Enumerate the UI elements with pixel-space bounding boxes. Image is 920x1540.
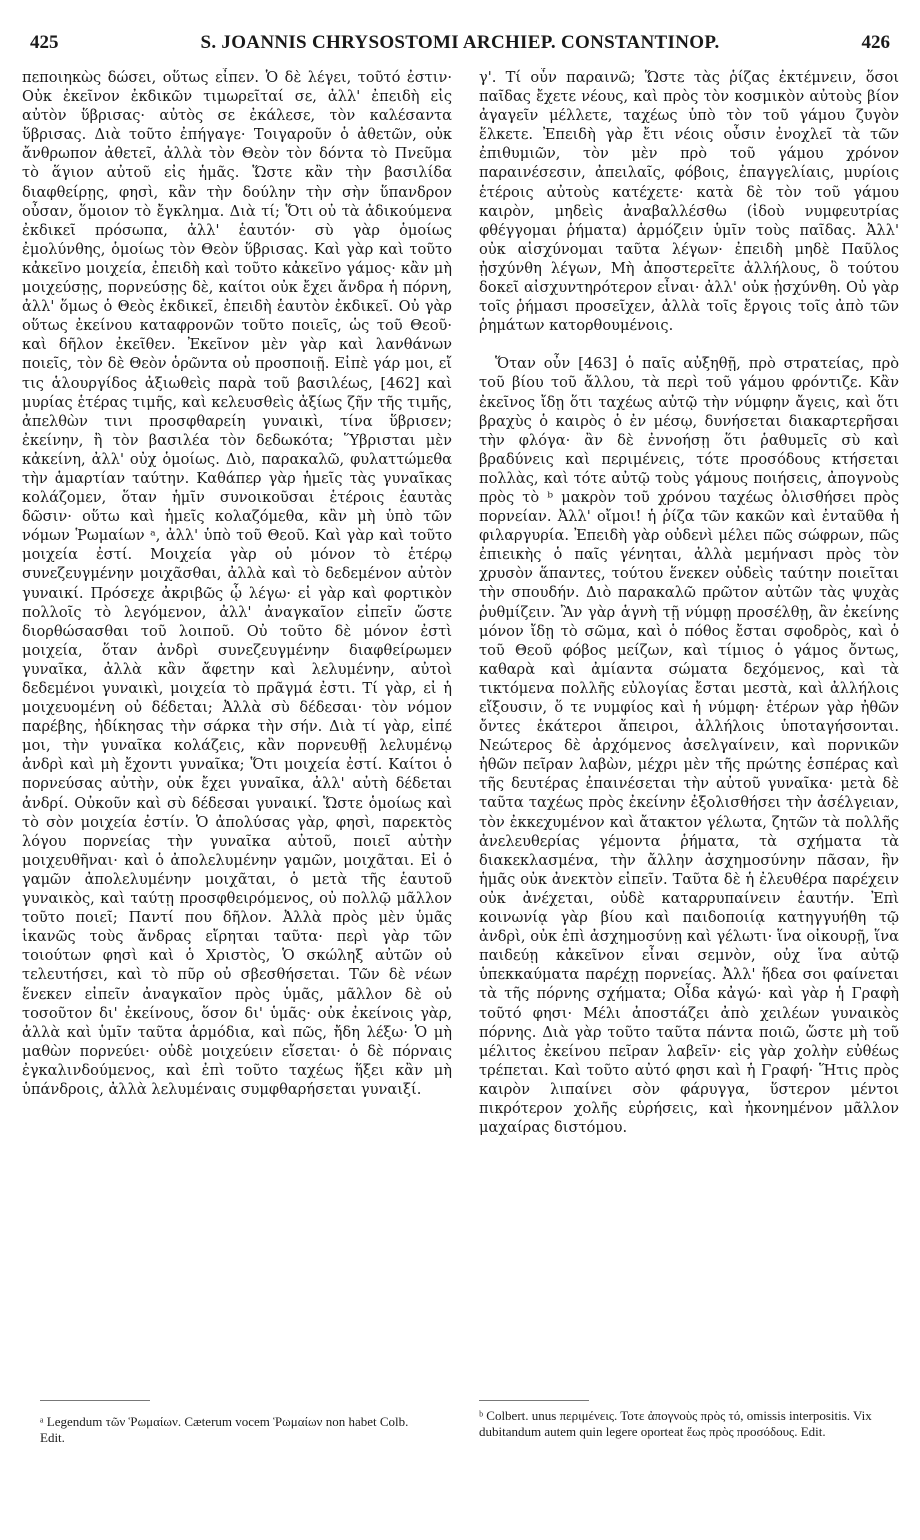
left-column (22, 68, 452, 1398)
left-paragraph: πεποιηκὼς δώσει, οὕτως εἶπεν. Ὁ δὲ λέγει, τοῦτό ἐστιν· Οὐκ ἐκεῖνον ἐκδικῶν τιμωρεῖταί σε, ἀλλ' ἐπειδὴ εἰς αὐτὸν ὕβρισας· αὐτὸς σε ἐκάλεσε, τὸν καλέσαντα ὕβρισας. Διὰ τοῦτο ἐπήγαγε· Τοιγαροῦν ὁ ἀθετῶν, οὐκ ἄνθρωπον ἀθετεῖ, ἀλλὰ τὸν Θεὸν τὸν δόντα τὸ Πνεῦμα τὸ ἅγιον αὐτοῦ εἰς ἡμᾶς. Ὥστε κἂν τὴν βασιλίδα διαφθείρῃς, φησὶ, κἂν τὴν δούλην τὴν σὴν ὕπανδρον οὖσαν, ὅμοιον τὸ ἔγκλημα. Διὰ τί; Ὅτι οὐ τὰ ἀδικούμενα ἐκδικεῖ πρόσωπα, ἀλλ' ἑαυτόν· σὺ γὰρ ὁμοίως ἐμολύνθης, ὁμοίως τὸν Θεὸν ὕβρισας. Καὶ γὰρ καὶ τοῦτο κἀκεῖνο μοιχεία, ἐπειδὴ καὶ τοῦτο κἀκεῖνο γάμος· κἂν μὴ μοιχεύσῃς, πορνεύσῃς δὲ, καίτοι οὐκ ἔχει ἄνδρα ἡ πόρνη, ἀλλ' ὅμως ὁ Θεὸς ἐκδικεῖ, ἐπειδὴ ἑαυτὸν ἐκδικεῖ. Οὐ γὰρ οὕτως ἐκείνου καταφρονῶν τοῦτο ποιεῖς, ὡς τοῦ Θεοῦ· καὶ δῆλον ἐκεῖθεν. Ἐκεῖνον μὲν γὰρ καὶ λανθάνων ποιεῖς, τὸν δὲ Θεὸν ὁρῶντα οὐ προσποιῇ. Εἰπὲ γάρ μοι, εἴ τις ἁλουργίδος ἀξιωθεὶς παρὰ τοῦ βασιλέως, [462] καὶ μυρίας ἑτέρας τιμῆς, καὶ κελευσθεὶς ἀξίως ζῆν τῆς τιμῆς, ἀπελθὼν τινι προσφθαρείη γυναικὶ, τίνα ὕβρισεν; ἐκείνην, ἢ τὸν βασιλέα τὸν δεδωκότα; Ὕβρισται μὲν κἀκείνη, ἀλλ' οὐχ ὁμοίως. Διὸ, παρακαλῶ, φυλαττώμεθα τὴν ἁμαρτίαν ταύτην. Καθάπερ γὰρ ἡμεῖς τὰς γυναῖκας κολάζομεν, ὅταν ἡμῖν συνοικοῦσαι ἑτέροις ἑαυτὰς δῶσιν· οὕτω καὶ ἡμεῖς κολαζόμεθα, κἂν μὴ ὑπὸ τῶν νόμων Ῥωμαίων ᵃ, ἀλλ' ὑπὸ τοῦ Θεοῦ. Καὶ γὰρ καὶ τοῦτο μοιχεία ἐστί. Μοιχεία γὰρ οὐ μόνον τὸ ἑτέρῳ συνεζευγμένην μοιχᾶσθαι, ἀλλὰ καὶ τὸ δεδεμένον αὐτὸν γυναικί. Πρόσεχε ἀκριβῶς ᾧ λέγω· εἰ γὰρ καὶ φορτικὸν πολλοῖς τὸ λεγόμενον, ἀλλ' ἀναγκαῖον εἰπεῖν ὥστε διορθώσασθαι τοῦ λοιποῦ. Οὐ τοῦτο δὲ μόνον ἐστὶ μοιχεία, ὅταν ἀνδρὶ συνεζευγμένην διαφθείρωμεν γυναῖκα, ἀλλὰ κἂν ἄφετην καὶ λελυμένην, αὐτοὶ δεδεμένοι γυναικὶ, μοιχεία τὸ πρᾶγμά ἐστι. Τί γὰρ, εἰ ἡ μοιχευομένη οὐ δέδεται; Ἀλλὰ σὺ δέδεσαι· τὸν νόμον παρέβης, ἠδίκησας τὴν σάρκα τὴν σήν. Διὰ τί γὰρ, εἰπέ μοι, τὴν γυναῖκα κολάζεις, κἂν πορνευθῇ λελυμένῳ ἀνδρὶ καὶ μὴ ἔχοντι γυναῖκα; Ὅτι μοιχεία ἐστί. Καίτοι ὁ πορνεύσας αὐτὴν, οὐκ ἔχει γυναῖκα, ἀλλ' αὐτὴ δέδεται ἀνδρί. Οὐκοῦν καὶ σὺ δέδεσαι γυναικί. Ὥστε ὁμοίως καὶ τὸ σὸν μοιχεία ἐστίν. Ὁ ἀπολύσας γὰρ, φησὶ, παρεκτὸς λόγου πορνείας τὴν γυναῖκα αὐτοῦ, ποιεῖ αὐτὴν μοιχευθῆναι· καὶ ὁ ἀπολελυμένην γαμῶν, μοιχᾶται. Εἰ ὁ γαμῶν ἀπολελυμένην μοιχᾶται, ὁ μετὰ τῆς ἑαυτοῦ γυναικὸς, καὶ ταύτῃ προσφθειρόμενος, οὐ πολλῷ μᾶλλον τοῦτο ποιεῖ; Παντί που δῆλον. Ἀλλὰ πρὸς μὲν ὑμᾶς ἱκανῶς τοὺς ἄνδρας εἴρηται ταῦτα· περὶ γὰρ τῶν τοιούτων φησὶ καὶ ὁ Χριστὸς, Ὁ σκώληξ αὐτῶν οὐ τελευτήσει, καὶ τὸ πῦρ οὐ σβεσθήσεται. Τῶν δὲ νέων ἕνεκεν εἰπεῖν ἀναγκαῖον πρὸς ὑμᾶς, μᾶλλον δὲ οὐ τοσοῦτον δι' ἐκείνους, ὅσον δι' ὑμᾶς· οὐκ ἐκείνοις γὰρ, ἀλλὰ καὶ ὑμῖν ταῦτα ἁρμόδια, καὶ πῶς, ἤδη λέξω· Ὁ μὴ μαθὼν πορνεύει· οὐδὲ μοιχεύειν εἴσεται· ὁ δὲ πόρναις ἐγκαλινδούμενος, καὶ ἐπὶ τοῦτο ταχέως ἥξει κἂν μὴ ὑπάνδροις, ἀλλὰ λελυμέναις συμφθαρήσεται γυναιξί. (22, 69, 452, 1098)
footnote-right: ᵇ Colbert. unus περιμένεις. Τοτε ἀπογνοὺς πρὸς τό, omissis interpositis. Vix dubitandum autem quin legere oporteat ἕως πρὸς προσόδους. Edit. (479, 1408, 872, 1439)
footnote-left: ᵃ Legendum τῶν Ῥωμαίων. Cæterum vocem Ῥωμαίων non habet Colb. Edit. (40, 1414, 409, 1445)
footnote-rule-left (40, 1400, 150, 1401)
right-paragraph-2: Ὅταν οὖν [463] ὁ παῖς αὐξηθῇ, πρὸ στρατείας, πρὸ τοῦ βίου τοῦ ἄλλου, τὰ περὶ τοῦ γάμου φρόντιζε. Κἂν ἐκεῖνος ἴδῃ ὅτι ταχέως αὐτῷ τὴν νύμφην ἄγεις, καὶ ὅτι βραχὺς ὁ καιρὸς ὁ ἐν μέσῳ, δυνήσεται διακαρτερῆσαι τὴν φλόγα· ἂν δὲ ἐννοήσῃ ὅτι ῥαθυμεῖς σὺ καὶ βραδύνεις καὶ περιμένεις, τότε προσόδους κτήσεται πολλὰς, καὶ τότε αὐτῷ τοὺς γάμους ποιήσεις, ἀπογνοὺς πρὸς τὸ ᵇ μακρὸν τοῦ χρόνου ταχέως ὀλισθήσει πρὸς πορνείαν. Ἀλλ' οἴμοι! ἡ ῥίζα τῶν κακῶν καὶ ἐνταῦθα ἡ φιλαργυρία. Ἐπειδὴ γὰρ οὐδενὶ μέλει πῶς σώφρων, πῶς ἐπιεικὴς ὁ παῖς γένηται, ἀλλὰ μεμήνασι πρὸς τὸν χρυσὸν ἅπαντες, τούτου ἕνεκεν οὐδεὶς ταύτην ποιεῖται τὴν σπουδήν. Διὸ παρακαλῶ πρῶτον αὐτῶν τὰς ψυχὰς ῥυθμίζειν. Ἂν γὰρ ἁγνὴ τῇ νύμφῃ προσέλθῃ, ἂν ἐκείνης μόνον ἴδῃ τὸ σῶμα, καὶ ὁ πόθος ἔσται σφοδρὸς, καὶ ὁ τοῦ Θεοῦ φόβος μείζων, καὶ τίμιος ὁ γάμος ὄντως, καθαρὰ καὶ ἀμίαντα σώματα δεχόμενος, καὶ τὰ τικτόμενα πολλῆς εὐλογίας ἔσται μεστὰ, καὶ ἀλλήλοις εἴξουσιν, ὅ τε νυμφίος καὶ ἡ νύμφη· ἑτέρων γὰρ ἠθῶν ὄντες ἑκάτεροι ἄπειροι, ἀλλήλοις ὑποταγήσονται. Νεώτερος δὲ ἀρχόμενος ἀσελγαίνειν, καὶ πορνικῶν ἠθῶν πεῖραν λαβὼν, μέχρι μὲν τῆς πρώτης ἑσπέρας καὶ τῆς δευτέρας ἐπαινέσεται τὴν αὐτοῦ γυναῖκα· μετὰ δὲ ταῦτα ταχέως πρὸς ἐκείνην ἐξολισθήσει τὴν ἀσέλγειαν, τὸν ἐκκεχυμένον καὶ ἄτακτον γέλωτα, ζητῶν τὰ πολλῆς ἀνελευθερίας γέμοντα ῥήματα, τὰ σχήματα τὰ διακεκλασμένα, τὴν ἄλλην ἀσχημοσύνην πᾶσαν, ἣν ἡμᾶς οὐκ ἀνεκτὸν εἰπεῖν. Ταῦτα δὲ ἡ ἐλευθέρα παρέχειν οὐκ ἀνέχεται, οὐδὲ καταρρυπαίνειν ἑαυτήν. Ἐπὶ κοινωνίᾳ γὰρ βίου καὶ παιδοποιίᾳ κατηγγυήθη τῷ ἀνδρὶ, οὐκ ἐπὶ ἀσχημοσύνῃ καὶ γέλωτι· ἵνα οἰκουρῇ, ἵνα παιδεύῃ κἀκεῖνον εἶναι σεμνὸν, οὐχ ἵνα αὐτῷ ὑπεκκαύματα παρέχῃ πορνείας. Ἀλλ' ἥδεα σοι φαίνεται τὰ τῆς πόρνης σχήματα; Οἶδα κἀγώ· καὶ γὰρ ἡ Γραφὴ τοῦτό φησι· Μέλι ἀποστάζει ἀπὸ χειλέων γυναικὸς πόρνης. Διὰ γὰρ τοῦτο ταῦτα πάντα ποιῶ, ὥστε μὴ τοῦ μέλιτος ἐκείνου πεῖραν λαβεῖν· εἰς γὰρ χολὴν εὐθέως τρέπεται. Καὶ τοῦτο αὐτό φησι καὶ ἡ Γραφή· Ἥτις πρὸς καιρὸν λιπαίνει σὸν φάρυγγα, ὕστερον μέντοι πικρότερον χολῆς εὑρήσεις, καὶ ἠκονημένον μᾶλλον μαχαίρας διστόμου. (479, 355, 899, 1137)
running-header (30, 32, 890, 54)
page-number-right: 426 (861, 32, 890, 53)
right-paragraph-1: γ'. Τί οὖν παραινῶ; Ὥστε τὰς ῥίζας ἐκτέμνειν, ὅσοι παῖδας ἔχετε νέους, καὶ πρὸς τὸν κοσμικὸν αὐτοὺς βίον ἀγαγεῖν μέλλετε, ταχέως ὑπὸ τὸν τοῦ γάμου ζυγὸν ἕλκετε. Ἐπειδὴ γὰρ ἔτι νέοις οὖσιν ἐνοχλεῖ τὰ τῶν ἐπιθυμιῶν, τὸν μὲν πρὸ τοῦ γάμου χρόνον παραινέσεσιν, ἀπειλαῖς, φόβοις, ἐπαγγελίαις, μυρίοις ἑτέροις αὐτοὺς κατέχετε· κατὰ δὲ τὸν τοῦ γάμου καιρὸν, μηδεὶς ἀναβαλλέσθω (ἰδοὺ νυμφευτρίας φθέγγομαι ῥήματα) ἁρμόζειν ὑμῖν τοὺς παῖδας. Ἀλλ' οὐκ αἰσχύνομαι ταῦτα λέγων· ἐπειδὴ μηδὲ Παῦλος ᾐσχύνθη λέγων, Μὴ ἀποστερεῖτε ἀλλήλους, ὃ τούτου δοκεῖ αἰσχυντηρότερον εἶναι· ἀλλ' οὐκ ᾐσχύνθη. Οὐ γὰρ τοῖς ῥήμασι προσεῖχεν, ἀλλὰ τοῖς ἔργοις τοῖς ἀπὸ τῶν ῥημάτων κατορθουμένοις. (479, 69, 899, 335)
page-number-left: 425 (30, 32, 59, 53)
footnote-rule-right (479, 1400, 589, 1401)
right-column (479, 68, 899, 1383)
running-title: S. JOANNIS CHRYSOSTOMI ARCHIEP. CONSTANTINOP. (200, 32, 720, 53)
